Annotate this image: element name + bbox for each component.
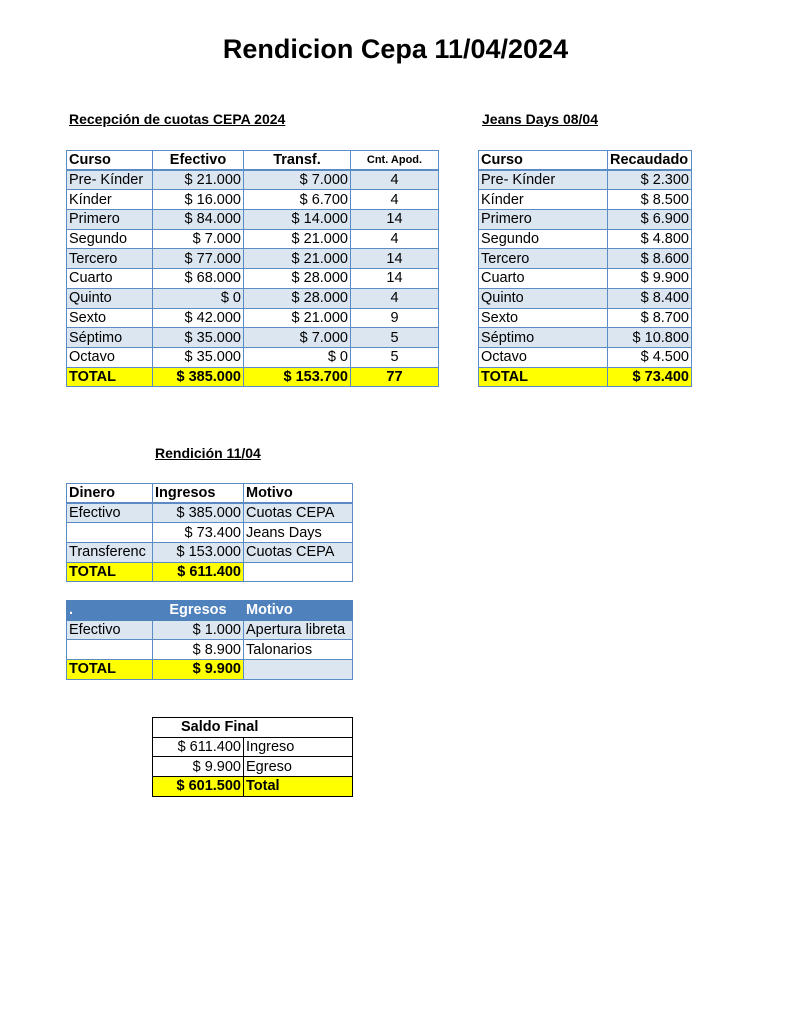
total-ingresos: $ 611.400 — [153, 562, 244, 582]
cell-ingreso: $ 73.400 — [153, 523, 244, 543]
cell-efectivo: $ 7.000 — [153, 229, 244, 249]
total-label: TOTAL — [67, 660, 153, 680]
table-row — [479, 190, 692, 210]
table-row — [67, 210, 439, 230]
saldo-header: Saldo Final — [153, 718, 353, 738]
cell-efectivo: $ 35.000 — [153, 328, 244, 348]
cell-curso: Quinto — [479, 288, 608, 308]
cell-motivo: Talonarios — [244, 640, 353, 660]
cell-curso: Séptimo — [67, 328, 153, 348]
cell-efectivo: $ 0 — [153, 288, 244, 308]
cell-curso: Segundo — [67, 229, 153, 249]
cell-dinero — [67, 640, 153, 660]
cell-efectivo: $ 68.000 — [153, 269, 244, 289]
col-header-apod: Cnt. Apod. — [351, 151, 439, 171]
total-empty — [244, 660, 353, 680]
cell-saldo-monto: $ 9.900 — [153, 757, 244, 777]
cell-efectivo: $ 35.000 — [153, 347, 244, 367]
jeans-header-row — [479, 151, 692, 171]
col-header-motivo: Motivo — [244, 484, 353, 504]
cell-recaudado: $ 9.900 — [608, 269, 692, 289]
cell-recaudado: $ 8.700 — [608, 308, 692, 328]
cell-curso: Primero — [479, 210, 608, 230]
cell-efectivo: $ 21.000 — [153, 170, 244, 190]
cell-curso: Octavo — [479, 347, 608, 367]
egresos-total-row — [67, 660, 353, 680]
table-row — [479, 347, 692, 367]
table-row — [479, 229, 692, 249]
col-header-ingresos: Ingresos — [153, 484, 244, 504]
egresos-table — [66, 600, 353, 680]
cell-apod: 4 — [351, 229, 439, 249]
ingresos-table — [66, 483, 353, 582]
cell-dinero: Efectivo — [67, 620, 153, 640]
cell-dinero: Efectivo — [67, 503, 153, 523]
cell-transf: $ 7.000 — [244, 328, 351, 348]
cell-transf: $ 0 — [244, 347, 351, 367]
cell-apod: 14 — [351, 249, 439, 269]
col-header-recaudado: Recaudado — [608, 151, 692, 171]
cell-efectivo: $ 42.000 — [153, 308, 244, 328]
table-row — [67, 170, 439, 190]
cell-transf: $ 28.000 — [244, 269, 351, 289]
saldo-total-row — [153, 777, 353, 797]
page-title: Rendicion Cepa 11/04/2024 — [222, 34, 569, 64]
cell-apod: 4 — [351, 288, 439, 308]
saldo-total-label: Total — [244, 777, 353, 797]
cell-curso: Sexto — [67, 308, 153, 328]
egresos-header-row — [67, 601, 353, 621]
cell-curso: Pre- Kínder — [67, 170, 153, 190]
table-row — [67, 640, 353, 660]
cell-apod: 5 — [351, 347, 439, 367]
cell-transf: $ 21.000 — [244, 308, 351, 328]
cuotas-total-row — [67, 367, 439, 387]
cell-transf: $ 6.700 — [244, 190, 351, 210]
cell-curso: Segundo — [479, 229, 608, 249]
col-header-dot: . — [67, 601, 153, 621]
table-row — [67, 328, 439, 348]
total-egresos: $ 9.900 — [153, 660, 244, 680]
table-row — [67, 288, 439, 308]
table-row — [479, 210, 692, 230]
cell-motivo: Jeans Days — [244, 523, 353, 543]
cell-apod: 4 — [351, 190, 439, 210]
col-header-curso: Curso — [67, 151, 153, 171]
cell-dinero — [67, 523, 153, 543]
table-row — [67, 190, 439, 210]
ingresos-total-row — [67, 562, 353, 582]
cuotas-heading: Recepción de cuotas CEPA 2024 — [69, 111, 286, 127]
saldo-header-row — [153, 718, 353, 738]
total-label: TOTAL — [479, 367, 608, 387]
cell-apod: 14 — [351, 269, 439, 289]
col-header-efectivo: Efectivo — [153, 151, 244, 171]
col-header-egresos: Egresos — [153, 601, 244, 621]
total-label: TOTAL — [67, 562, 153, 582]
col-header-motivo: Motivo — [244, 601, 353, 621]
cell-recaudado: $ 2.300 — [608, 170, 692, 190]
table-row — [479, 328, 692, 348]
table-row — [479, 249, 692, 269]
table-row — [67, 229, 439, 249]
cell-egreso: $ 1.000 — [153, 620, 244, 640]
cell-apod: 9 — [351, 308, 439, 328]
cell-transf: $ 7.000 — [244, 170, 351, 190]
cell-curso: Cuarto — [67, 269, 153, 289]
table-row — [67, 543, 353, 563]
table-row — [153, 757, 353, 777]
total-empty — [244, 562, 353, 582]
table-row — [479, 269, 692, 289]
table-row — [153, 737, 353, 757]
cell-curso: Quinto — [67, 288, 153, 308]
cell-curso: Octavo — [67, 347, 153, 367]
total-recaudado: $ 73.400 — [608, 367, 692, 387]
total-apod: 77 — [351, 367, 439, 387]
cell-efectivo: $ 84.000 — [153, 210, 244, 230]
cell-curso: Cuarto — [479, 269, 608, 289]
col-header-curso: Curso — [479, 151, 608, 171]
cell-curso: Sexto — [479, 308, 608, 328]
cell-curso: Kínder — [479, 190, 608, 210]
table-row — [479, 308, 692, 328]
col-header-transf: Transf. — [244, 151, 351, 171]
total-efectivo: $ 385.000 — [153, 367, 244, 387]
cell-recaudado: $ 8.500 — [608, 190, 692, 210]
cell-curso: Kínder — [67, 190, 153, 210]
cell-recaudado: $ 8.600 — [608, 249, 692, 269]
cell-ingreso: $ 385.000 — [153, 503, 244, 523]
cell-transf: $ 21.000 — [244, 229, 351, 249]
table-row — [479, 288, 692, 308]
table-row — [479, 170, 692, 190]
cell-recaudado: $ 8.400 — [608, 288, 692, 308]
cell-motivo: Cuotas CEPA — [244, 543, 353, 563]
cuotas-table — [66, 150, 439, 387]
table-row — [67, 503, 353, 523]
cuotas-header-row — [67, 151, 439, 171]
cell-efectivo: $ 77.000 — [153, 249, 244, 269]
table-row — [67, 523, 353, 543]
cell-recaudado: $ 4.800 — [608, 229, 692, 249]
jeans-total-row — [479, 367, 692, 387]
cell-curso: Primero — [67, 210, 153, 230]
cell-motivo: Apertura libreta — [244, 620, 353, 640]
saldo-table — [152, 717, 353, 797]
total-label: TOTAL — [67, 367, 153, 387]
table-row — [67, 347, 439, 367]
cell-transf: $ 21.000 — [244, 249, 351, 269]
cell-transf: $ 28.000 — [244, 288, 351, 308]
col-header-dinero: Dinero — [67, 484, 153, 504]
cell-transf: $ 14.000 — [244, 210, 351, 230]
cell-apod: 5 — [351, 328, 439, 348]
cell-curso: Pre- Kínder — [479, 170, 608, 190]
cell-motivo: Cuotas CEPA — [244, 503, 353, 523]
cell-egreso: $ 8.900 — [153, 640, 244, 660]
cell-recaudado: $ 10.800 — [608, 328, 692, 348]
table-row — [67, 269, 439, 289]
cell-efectivo: $ 16.000 — [153, 190, 244, 210]
table-row — [67, 249, 439, 269]
table-row — [67, 308, 439, 328]
jeans-heading: Jeans Days 08/04 — [482, 111, 598, 127]
jeans-table — [478, 150, 692, 387]
cell-saldo-label: Ingreso — [244, 737, 353, 757]
cell-apod: 4 — [351, 170, 439, 190]
cell-dinero: Transferenc — [67, 543, 153, 563]
cell-curso: Tercero — [479, 249, 608, 269]
cell-saldo-monto: $ 611.400 — [153, 737, 244, 757]
cell-curso: Tercero — [67, 249, 153, 269]
cell-recaudado: $ 6.900 — [608, 210, 692, 230]
cell-ingreso: $ 153.000 — [153, 543, 244, 563]
ingresos-header-row — [67, 484, 353, 504]
cell-curso: Séptimo — [479, 328, 608, 348]
table-row — [67, 620, 353, 640]
cell-recaudado: $ 4.500 — [608, 347, 692, 367]
cell-apod: 14 — [351, 210, 439, 230]
saldo-total-monto: $ 601.500 — [153, 777, 244, 797]
total-transf: $ 153.700 — [244, 367, 351, 387]
cell-saldo-label: Egreso — [244, 757, 353, 777]
rendicion-heading: Rendición 11/04 — [155, 445, 261, 461]
